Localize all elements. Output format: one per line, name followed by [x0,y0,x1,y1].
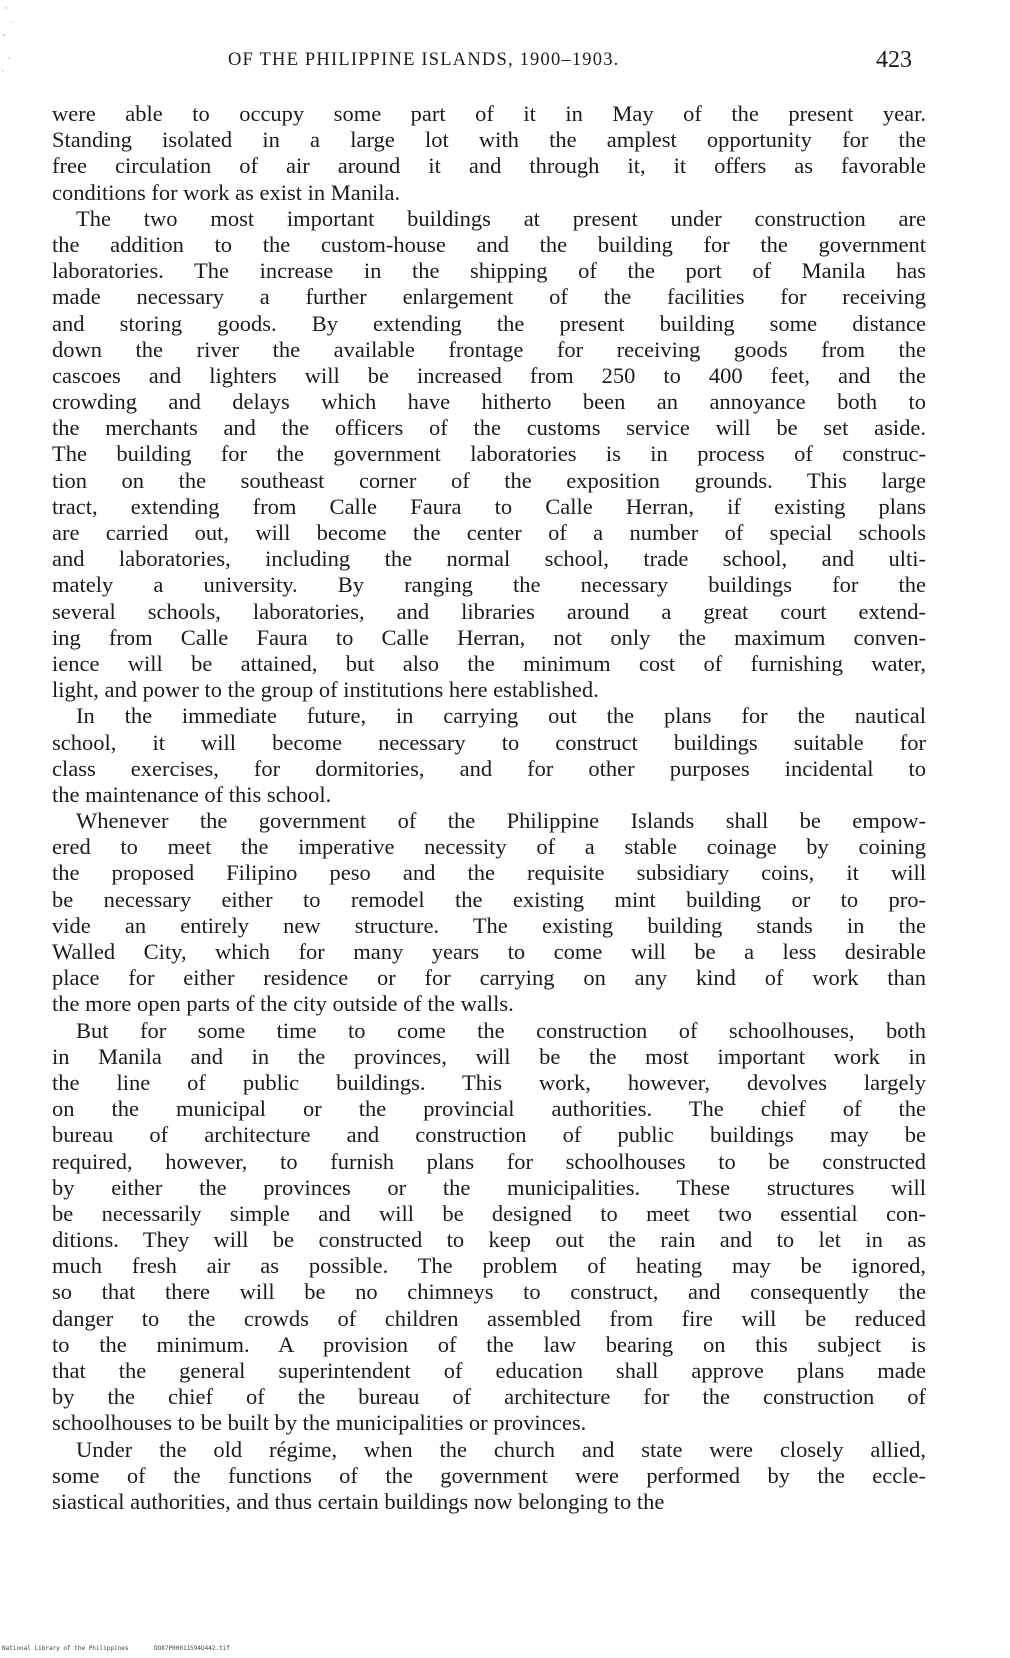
text-line: so that there will be no chimneys to construct, and consequently the [52,1279,926,1305]
text-line: and storing goods. By extending the present building some distance [52,310,926,336]
text-line: tion on the southeast corner of the exposition grounds. This large [52,467,926,493]
text-line: ered to meet the imperative necessity of a stable coinage by coining [52,834,926,860]
text-line: the maintenance of this school. [52,781,332,807]
text-line: The building for the government laboratories is in process of construc- [52,441,926,467]
library-stamp: National Library of the Philippines [2,1645,129,1652]
text-line: laboratories. The increase in the shipping of the port of Manila has [52,258,926,284]
text-line: class exercises, for dormitories, and for other purposes incidental to [52,755,926,781]
file-id-stamp: DO87P00011594O442.tif [154,1645,230,1652]
running-head: OF THE PHILIPPINE ISLANDS, 1900–1903. [228,50,620,70]
text-line: and laboratories, including the normal school, trade school, and ulti- [52,546,926,572]
paragraph [52,101,926,206]
paragraph [52,206,926,704]
text-line: Walled City, which for many years to come will be a less desirable [52,939,926,964]
text-line: schoolhouses to be built by the municipalities or provinces. [52,1410,587,1436]
text-line: that the general superintendent of education shall approve plans made [52,1358,926,1383]
page-number: 423 [876,47,912,73]
text-line: vide an entirely new structure. The existing building stands in the [52,912,926,938]
text-line: much fresh air as possible. The problem of heating may be ignored, [52,1253,926,1279]
text-line: siastical authorities, and thus certain buildings now belonging to the [52,1488,665,1514]
text-line: were able to occupy some part of it in May of the present year. [52,101,926,126]
text-line: on the municipal or the provincial authorities. The chief of the [52,1096,926,1122]
text-line: In the immediate future, in carrying out the plans for the nautical [76,703,926,729]
text-line: Standing isolated in a large lot with the amplest opportunity for the [52,127,926,153]
paragraph [52,808,926,1018]
text-line: tract, extending from Calle Faura to Calle Herran, if existing plans [52,493,926,519]
text-line: conditions for work as exist in Manila. [52,179,401,205]
text-line: Whenever the government of the Philippine Islands shall be empow- [76,808,926,834]
page-header [0,47,1010,80]
paragraph [52,1437,926,1516]
text-line: be necessarily simple and will be designed to meet two essential con- [52,1200,926,1226]
text-line: are carried out, will become the center of a number of special schools [52,520,926,545]
text-line: crowding and delays which have hitherto been an annoyance both to [52,389,926,415]
text-line: by the chief of the bureau of architecture for the construction of [52,1384,926,1410]
text-line: the addition to the custom-house and the building for the government [52,231,926,257]
text-line: by either the provinces or the municipalities. These structures will [52,1174,926,1200]
text-line: down the river the available frontage for receiving goods from the [52,336,926,362]
text-line: cascoes and lighters will be increased from 250 to 400 feet, and the [52,362,926,388]
text-line: ience will be attained, but also the minimum cost of furnishing water, [52,650,926,676]
text-line: the line of public buildings. This work, however, devolves largely [52,1069,926,1095]
text-line: ing from Calle Faura to Calle Herran, not only the maximum conven- [52,624,926,650]
text-line: the merchants and the officers of the customs service will be set aside. [52,415,926,441]
text-line: some of the functions of the government were performed by the eccle- [52,1462,926,1488]
text-line: But for some time to come the construction of schoolhouses, both [76,1017,926,1043]
text-line: school, it will become necessary to construct buildings suitable for [52,729,926,755]
paragraph [52,703,926,808]
text-line: mately a university. By ranging the necessary buildings for the [52,572,926,598]
text-line: ditions. They will be constructed to keep out the rain and to let in as [52,1227,926,1253]
text-line: danger to the crowds of children assembled from fire will be reduced [52,1305,926,1331]
text-line: light, and power to the group of institutions here established. [52,677,599,703]
scan-footer [2,1645,252,1652]
text-line: made necessary a further enlargement of the facilities for receiving [52,284,926,310]
text-line: several schools, laboratories, and libraries around a great court extend- [52,598,926,624]
text-line: The two most important buildings at present under construction are [76,205,926,231]
body-text [52,101,926,1515]
text-line: bureau of architecture and construction of public buildings may be [52,1122,926,1148]
text-line: be necessary either to remodel the existing mint building or to pro- [52,886,926,912]
paragraph [52,1018,926,1437]
text-line: to the minimum. A provision of the law bearing on this subject is [52,1331,926,1357]
text-line: Under the old régime, when the church and state were closely allied, [76,1436,926,1462]
text-line: free circulation of air around it and through it, it offers as favorable [52,153,926,179]
text-line: place for either residence or for carrying on any kind of work than [52,965,926,991]
text-line: the proposed Filipino peso and the requisite subsidiary coins, it will [52,860,926,886]
text-line: in Manila and in the provinces, will be the most important work in [52,1043,926,1069]
text-line: the more open parts of the city outside of the walls. [52,991,514,1017]
text-line: required, however, to furnish plans for schoolhouses to be constructed [52,1148,926,1174]
